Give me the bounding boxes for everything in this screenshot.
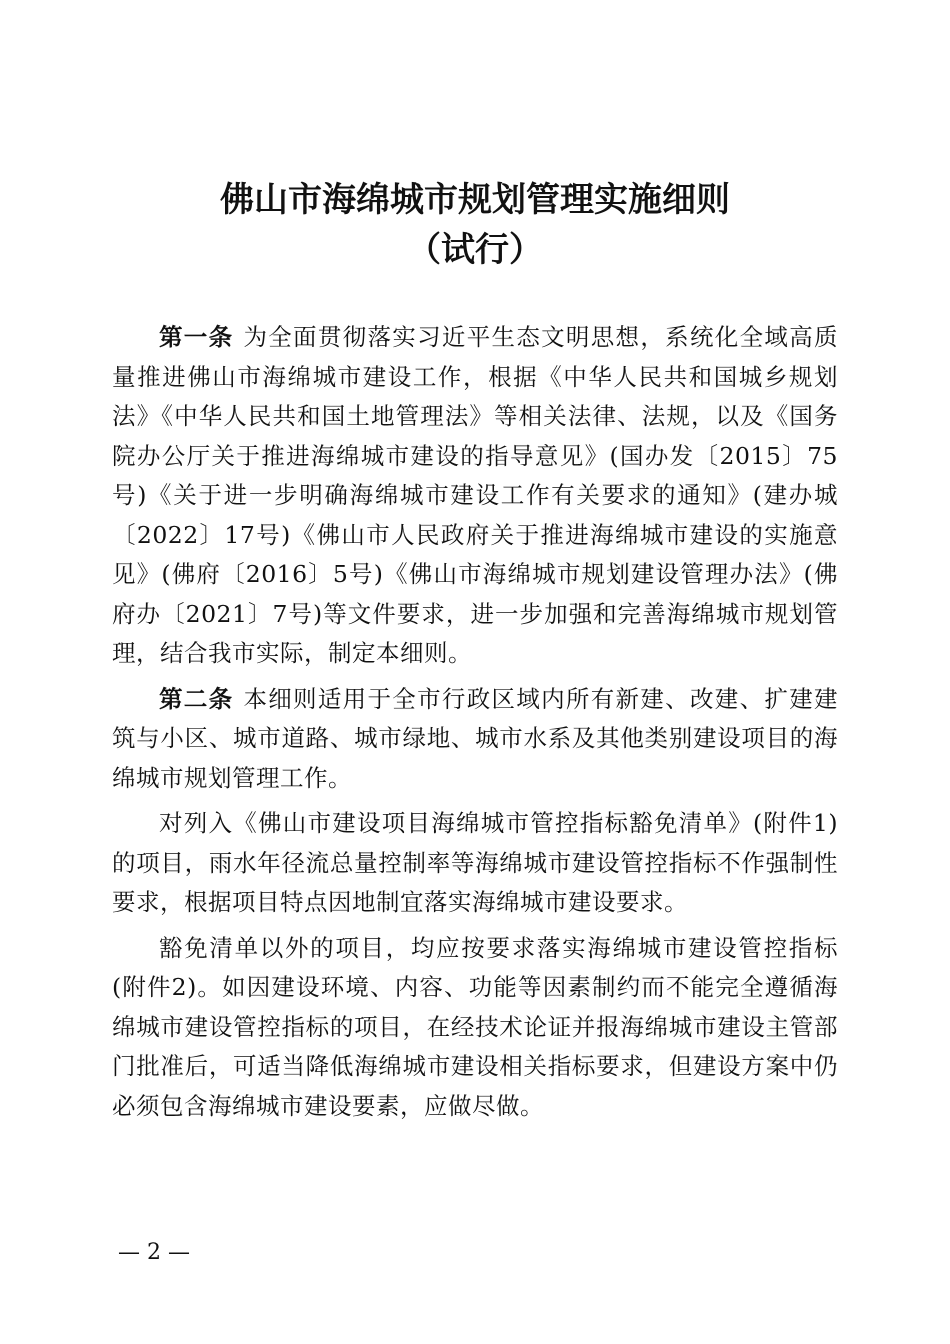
article-1 xyxy=(112,318,838,674)
paragraph-text: 对列入《佛山市建设项目海绵城市管控指标豁免清单》(附件1)的项目，雨水年径流总量控制率等海绵城市建设管控指标不作强制性要求，根据项目特点因地制宜落实海绵城市建设要求。 xyxy=(112,809,838,916)
article-label: 第二条 xyxy=(159,684,234,713)
article-2-clause-2 xyxy=(112,929,838,1127)
document-body xyxy=(112,318,838,1132)
article-text: 为全面贯彻落实习近平生态文明思想，系统化全域高质量推进佛山市海绵城市建设工作，根据《中华人民共和国城乡规划法》《中华人民共和国土地管理法》等相关法律、法规，以及《国务院办公厅关于推进海绵城市建设的指导意见》(国办发〔2015〕75号)《关于进一步明确海绵城市建设工作有关要求的通知》(建办城〔2022〕17号)《佛山市人民政府关于推进海绵城市建设的实施意见》(佛府〔2016〕5号)《佛山市海绵城市规划建设管理办法》(佛府办〔2021〕7号)等文件要求，进一步加强和完善海绵城市规划管理，结合我市实际，制定本细则。 xyxy=(112,323,839,667)
article-2-clause-1 xyxy=(112,804,838,923)
article-2 xyxy=(112,680,838,799)
document-subtitle: （试行） xyxy=(407,230,543,270)
article-text: 本细则适用于全市行政区域内所有新建、改建、扩建建筑与小区、城市道路、城市绿地、城市水系及其他类别建设项目的海绵城市规划管理工作。 xyxy=(112,684,839,792)
article-label: 第一条 xyxy=(159,323,234,351)
page-number: — 2 — xyxy=(118,1240,190,1265)
paragraph-text: 豁免清单以外的项目，均应按要求落实海绵城市建设管控指标(附件2)。如因建设环境、内容、功能等因素制约而不能完全遵循海绵城市建设管控指标的项目，在经技术论证并报海绵城市建设主管部门批准后，可适当降低海绵城市建设相关指标要求，但建设方案中仍必须包含海绵城市建设要素，应做尽做。 xyxy=(112,933,838,1120)
document-title: 佛山市海绵城市规划管理实施细则 xyxy=(220,180,730,220)
